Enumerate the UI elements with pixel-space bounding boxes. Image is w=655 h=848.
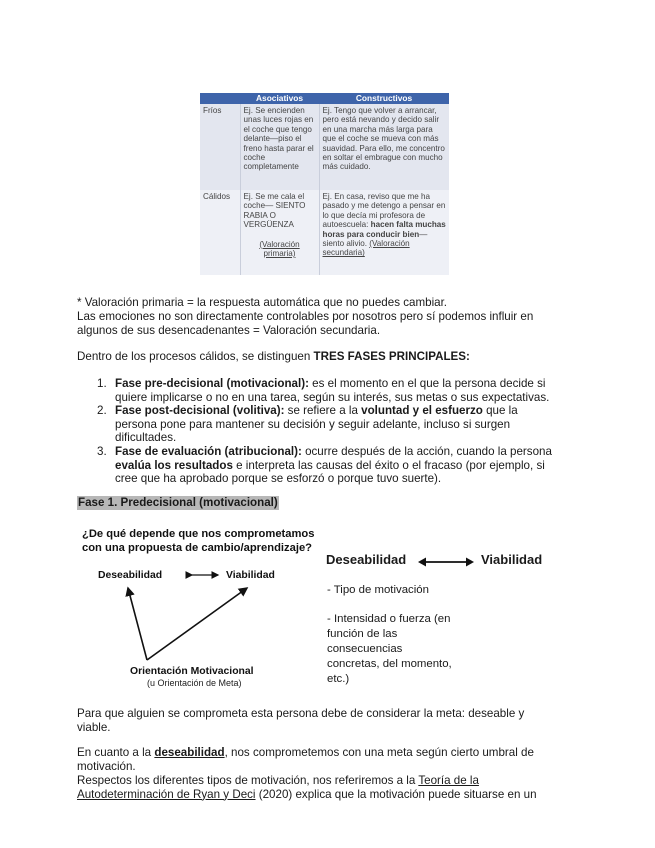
table-header-asociativos: Asociativos [240, 93, 319, 104]
list-item [77, 377, 562, 404]
cell-calidos-constructivos-bold: hacen falta muchas horas para conducir bien [322, 220, 446, 239]
valoracion-primaria-note: (Valoración primaria) [259, 239, 300, 259]
list-item [77, 445, 562, 486]
cell-frios-constructivos: Ej. Tengo que volver a arrancar, pero está nevando y decido salir en una marcha más larga para que el coche se mueva con más suavidad. Para ello, me concentro en soltar el embrague con mucho más cuidado. [319, 104, 449, 190]
paragraph-text: En cuanto a la [77, 746, 155, 759]
phase-title: Fase post-decisional (volitiva): [115, 404, 285, 418]
phase-text: que la persona pone para mantener su decisión y seguir adelante, incluso si surgen dificultades. [115, 404, 518, 445]
table-row [200, 104, 449, 190]
cell-frios-asociativos: Ej. Se encienden unas luces rojas en el coche que tengo delante—piso el freno hasta parar el coche completamente [240, 104, 319, 190]
phase-bold: voluntad y el esfuerzo [361, 404, 483, 418]
diagram-question: ¿De qué depende que nos comprometamos con una propuesta de cambio/aprendizaje? [82, 528, 315, 554]
phases-list [77, 377, 562, 486]
v-arrow-right [147, 588, 247, 660]
list-number: 2. [97, 404, 107, 418]
phase-title: Fase de evaluación (atribucional): [115, 444, 302, 458]
phase-bold: evalúa los resultados [115, 458, 233, 472]
table-row [200, 190, 449, 275]
paragraph-commitment: Para que alguien se comprometa esta persona debe de considerar la meta: deseable y viable. [77, 707, 525, 734]
bullet-intensity: - Intensidad o fuerza (en función de las consecuencias concretas, del momento, etc.) [327, 613, 452, 685]
cell-calidos-asociativos [240, 190, 319, 275]
list-number: 1. [97, 377, 107, 390]
note-secondary: Las emociones no son directamente controlables por nosotros pero sí podemos influir en algunos de sus desencadenantes = Valoración secundaria. [77, 310, 534, 337]
phase-text: ocurre después de la acción, cuando la persona [301, 444, 552, 458]
cell-calidos-asociativos-text: Ej. Se me cala el coche— SIENTO RABIA O VERGÜENZA [243, 192, 306, 230]
row-label-calidos: Cálidos [200, 190, 240, 275]
paragraph-theory [77, 774, 557, 801]
table-header-constructivos: Constructivos [319, 93, 449, 104]
v-arrow-left [128, 588, 147, 660]
deseabilidad-term: deseabilidad [154, 746, 225, 759]
note-primary: * Valoración primaria = la respuesta automática que no puedes cambiar. [77, 296, 448, 309]
list-item [77, 404, 562, 445]
cell-calidos-constructivos [319, 190, 449, 275]
phase-text: e interpreta las causas del éxito o el fracaso (por ejemplo, si cree que ha aprobado porque se esforzó o porque tuvo suerte). [115, 458, 545, 486]
intro-text: Dentro de los procesos cálidos, se distinguen [77, 350, 314, 363]
paragraph-text: , nos comprometemos con una meta según cierto umbral de motivación. [77, 746, 534, 773]
intro-paragraph [77, 350, 557, 364]
phase-text: se refiere a la [284, 404, 362, 418]
diagram-orientation-label: Orientación Motivacional [130, 666, 254, 677]
intro-bold: TRES FASES PRINCIPALES: [313, 350, 470, 363]
table-header-empty [200, 93, 240, 104]
diagram-viabilidad-label: Viabilidad [226, 570, 275, 581]
diagram-orientation-sub: (u Orientación de Meta) [147, 678, 242, 688]
paragraph-deseabilidad [77, 746, 547, 773]
emotion-process-table [200, 93, 449, 275]
right-viabilidad-title: Viabilidad [481, 552, 543, 567]
valoracion-secundaria-note: (Valoración secundaria) [322, 239, 410, 258]
phase-text: es el momento en el que la persona decide si quiere implicarse o no en una tarea, según su interés, sus metas o sus expectativas. [115, 377, 550, 404]
cell-calidos-constructivos-end: — siento alivio. [322, 229, 428, 249]
list-number: 3. [97, 444, 107, 458]
paragraph-text: (2020) explica que la motivación puede situarse en un [255, 787, 537, 801]
phase1-heading: Fase 1. Predecisional (motivacional) [78, 496, 278, 509]
row-label-frios: Fríos [200, 104, 240, 190]
bullet-motivation-type: - Tipo de motivación [327, 584, 429, 596]
right-deseabilidad-title: Deseabilidad [326, 552, 407, 567]
phase-title: Fase pre-decisional (motivacional): [115, 377, 309, 390]
diagram-deseabilidad-label: Deseabilidad [98, 570, 163, 581]
theory-link[interactable]: Teoría de la Autodeterminación de Ryan y Deci [77, 774, 479, 801]
diagram-arrows [80, 560, 280, 670]
double-arrow-icon [418, 556, 474, 568]
paragraph-text: Respectos los diferentes tipos de motivación, nos referiremos a la [77, 774, 419, 787]
cell-calidos-constructivos-text: Ej. En casa, reviso que me ha pasado y me detengo a pensar en lo que decía mi profesora de autoescuela: [322, 192, 446, 230]
